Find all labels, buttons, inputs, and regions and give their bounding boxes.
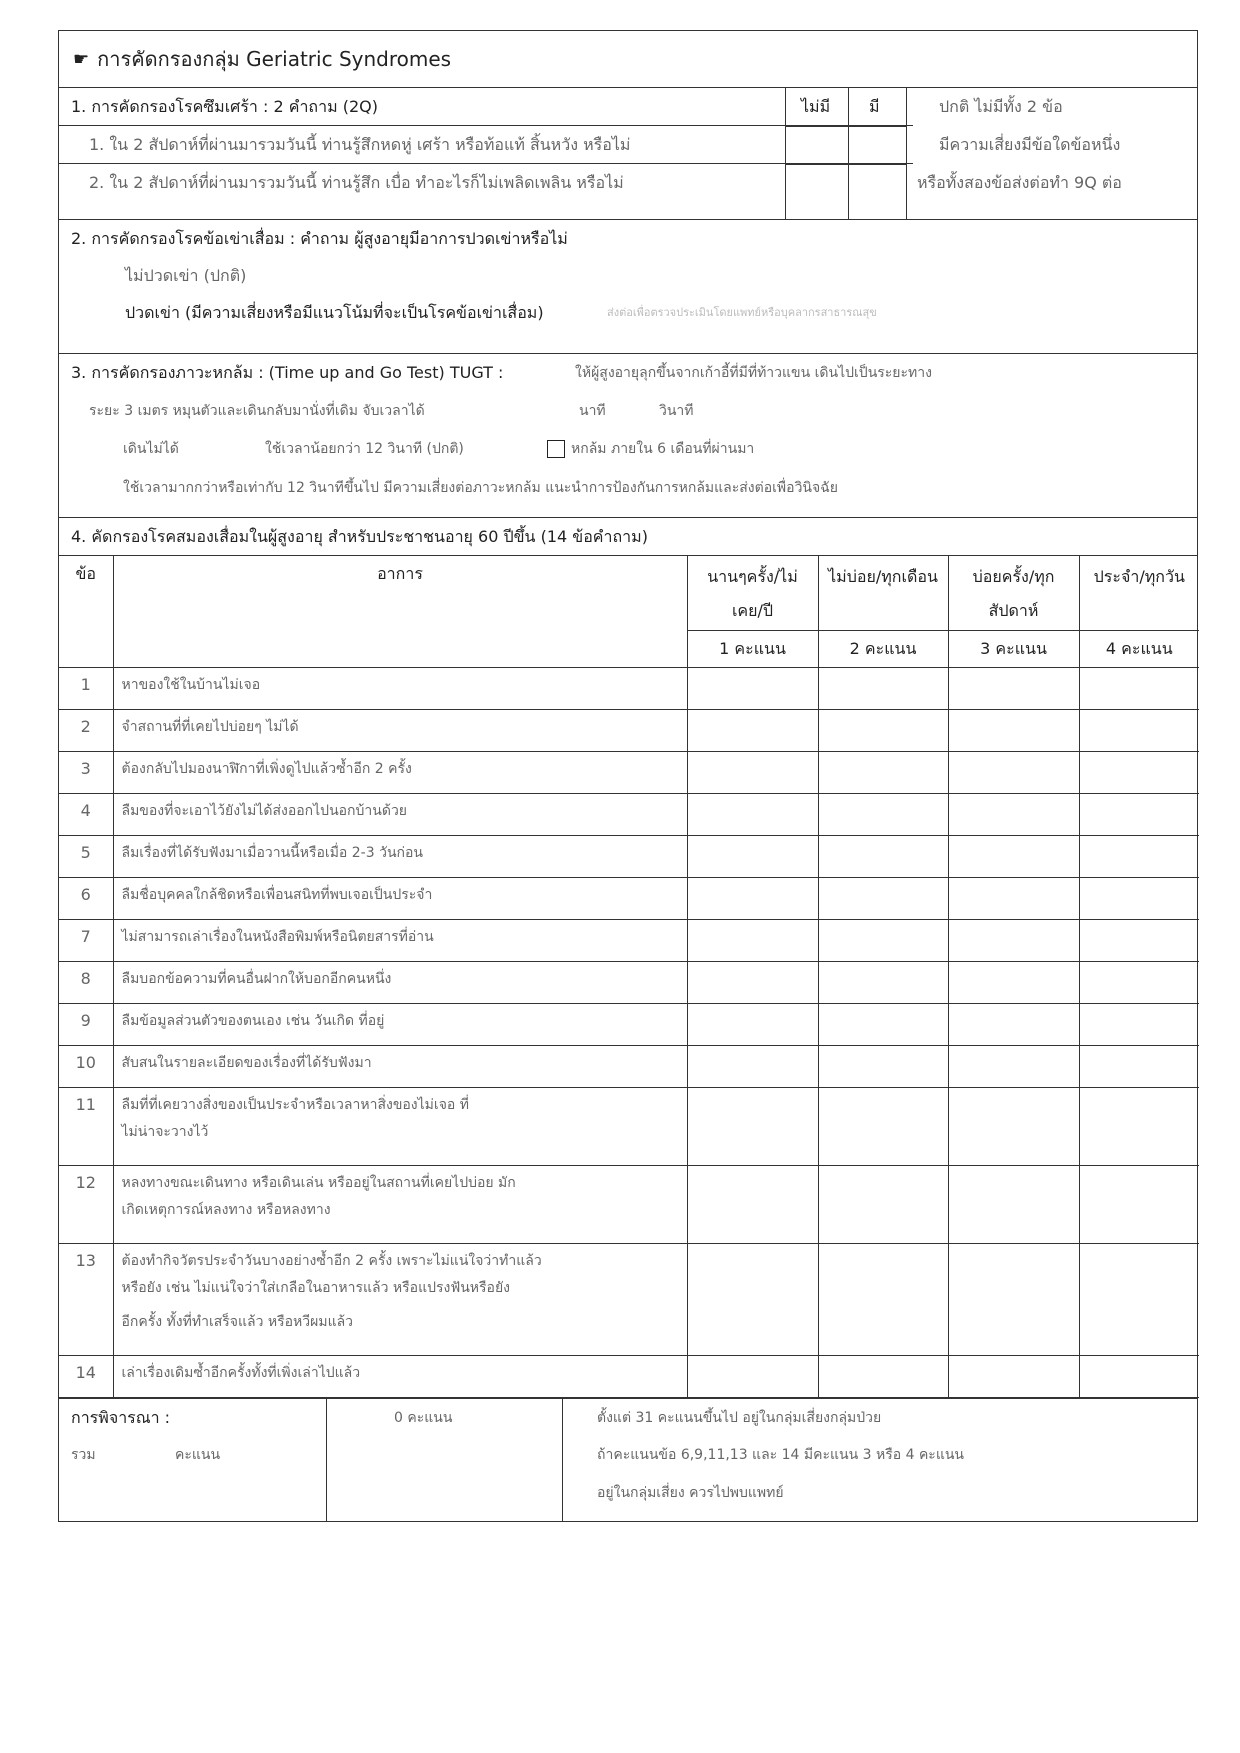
score-cell-1[interactable] [687, 962, 818, 1004]
col-no-header: ไม่มี [801, 97, 831, 116]
symptom-line: สับสนในรายละเอียดของเรื่องที่ได้รับฟังมา [121, 1055, 372, 1071]
score-2: 2 คะแนน [818, 631, 948, 668]
dementia-row-symptom [113, 1004, 687, 1046]
dementia-row-symptom [113, 920, 687, 962]
fall-timing-line: ระยะ 3 เมตร หมุนตัวและเดินกลับมานั่งที่เดิม จับเวลาได้ [89, 403, 425, 419]
dementia-row [59, 1244, 1199, 1356]
q1-yes-checkbox[interactable] [848, 126, 907, 164]
dementia-col-no: ข้อ [59, 556, 113, 668]
symptom-line: ไม่สามารถเล่าเรื่องในหนังสือพิมพ์หรือนิตยสารที่อ่าน [121, 929, 434, 945]
freq-daily-header: ประจำ/ทุกวัน [1079, 556, 1199, 631]
score-cell-3[interactable] [948, 1166, 1079, 1244]
score-cell-2[interactable] [818, 1004, 948, 1046]
dementia-col-symptom: อาการ [113, 556, 687, 668]
dementia-row-number: 3 [59, 752, 113, 794]
dementia-row [59, 962, 1199, 1004]
dementia-header-row [59, 556, 1199, 631]
dementia-row-number: 5 [59, 836, 113, 878]
fall-over-12s[interactable]: ใช้เวลามากกว่าหรือเท่ากับ 12 วินาทีขึ้นไป มีความเสี่ยงต่อภาวะหกล้ม แนะนำการป้องกันการหกล้มและส่งต่อเพื่อวินิจฉัย [123, 480, 838, 496]
fall-cannot-walk[interactable]: เดินไม่ได้ [123, 441, 179, 457]
score-1: 1 คะแนน [687, 631, 818, 668]
score-cell-3[interactable] [948, 878, 1079, 920]
symptom-line: ต้องกลับไปมองนาฬิกาที่เพิ่งดูไปแล้วซ้ำอีก 2 ครั้ง [121, 761, 412, 777]
dementia-row [59, 1004, 1199, 1046]
knee-section [58, 219, 1198, 353]
score-cell-4[interactable] [1079, 1166, 1199, 1244]
score-3: 3 คะแนน [948, 631, 1079, 668]
col-yes-header: มี [869, 97, 880, 116]
dementia-row [59, 668, 1199, 710]
symptom-line: หาของใช้ในบ้านไม่เจอ [121, 677, 261, 693]
fall-title-instruction: ให้ผู้สูงอายุลุกขึ้นจากเก้าอี้ที่มีที่ท้าวแขน เดินไปเป็นระยะทาง [575, 365, 932, 381]
score-cell-1[interactable] [687, 1088, 818, 1166]
score-cell-2[interactable] [818, 794, 948, 836]
score-cell-2[interactable] [818, 1088, 948, 1166]
score-cell-3[interactable] [948, 668, 1079, 710]
dementia-row-symptom [113, 1356, 687, 1398]
score-cell-3[interactable] [948, 794, 1079, 836]
symptom-line: ไม่น่าจะวางไว้ [121, 1124, 209, 1140]
dementia-row [59, 794, 1199, 836]
symptom-line: ลืมข้อมูลส่วนตัวของตนเอง เช่น วันเกิด ที่อยู่ [121, 1013, 385, 1029]
dementia-row-symptom [113, 710, 687, 752]
dementia-row-number: 14 [59, 1356, 113, 1398]
score-cell-4[interactable] [1079, 752, 1199, 794]
depression-note-normal: ปกติ ไม่มีทั้ง 2 ข้อ [939, 97, 1063, 116]
symptom-line: อีกครั้ง ทั้งที่ทำเสร็จแล้ว หรือหวีผมแล้ว [121, 1314, 354, 1330]
score-cell-2[interactable] [818, 920, 948, 962]
symptom-line: หลงทางขณะเดินทาง หรือเดินเล่น หรืออยู่ในสถานที่เคยไปบ่อย มัก [121, 1175, 516, 1191]
dementia-row [59, 878, 1199, 920]
score-cell-3[interactable] [948, 962, 1079, 1004]
knee-title: 2. การคัดกรองโรคข้อเข่าเสื่อม : คำถาม ผู้สูงอายุมีอาการปวดเข่าหรือไม่ [71, 229, 568, 248]
score-cell-4[interactable] [1079, 794, 1199, 836]
score-cell-1[interactable] [687, 668, 818, 710]
score-cell-2[interactable] [818, 668, 948, 710]
dementia-row-symptom [113, 1244, 687, 1356]
dementia-row-number: 13 [59, 1244, 113, 1356]
dementia-row-symptom [113, 1166, 687, 1244]
score-cell-1[interactable] [687, 752, 818, 794]
pointing-hand-icon: ☛ [73, 48, 90, 70]
dementia-row-symptom [113, 836, 687, 878]
dementia-row-symptom [113, 1088, 687, 1166]
form-header [58, 30, 1198, 87]
score-cell-3[interactable] [948, 1004, 1079, 1046]
fall-under-12s[interactable]: ใช้เวลาน้อยกว่า 12 วินาที (ปกติ) [265, 441, 464, 457]
dementia-row [59, 836, 1199, 878]
score-cell-4[interactable] [1079, 1356, 1199, 1398]
score-cell-1[interactable] [687, 1356, 818, 1398]
dementia-row-symptom [113, 794, 687, 836]
dementia-row-symptom [113, 1046, 687, 1088]
score-cell-3[interactable] [948, 836, 1079, 878]
summary-title: การพิจารณา : [71, 1408, 171, 1427]
depression-note-refer: หรือทั้งสองข้อส่งต่อทำ 9Q ต่อ [917, 173, 1122, 192]
depression-title: 1. การคัดกรองโรคซึมเศร้า : 2 คำถาม (2Q) [71, 96, 378, 116]
symptom-line: ลืมเรื่องที่ได้รับฟังมาเมื่อวานนี้หรือเมื่อ 2-3 วันก่อน [121, 845, 423, 861]
fall-title: 3. การคัดกรองภาวะหกล้ม : (Time up and Go Test) TUGT : [71, 363, 504, 382]
score-cell-2[interactable] [818, 1356, 948, 1398]
dementia-row-number: 8 [59, 962, 113, 1004]
score-cell-1[interactable] [687, 836, 818, 878]
freq-monthly-header: ไม่บ่อย/ทุกเดือน [818, 556, 948, 631]
dementia-row [59, 752, 1199, 794]
dementia-title: 4. คัดกรองโรคสมองเสื่อมในผู้สูงอายุ สำหรับประชาชนอายุ 60 ปีขึ้น (14 ข้อคำถาม) [59, 518, 1197, 556]
score-cell-3[interactable] [948, 920, 1079, 962]
score-cell-1[interactable] [687, 1046, 818, 1088]
score-cell-3[interactable] [948, 1088, 1079, 1166]
screening-form [58, 30, 1198, 1522]
summary-section [58, 1398, 1198, 1522]
dementia-section [58, 517, 1198, 1398]
dementia-row [59, 1356, 1199, 1398]
dementia-row-symptom [113, 668, 687, 710]
summary-rule-2: ถ้าคะแนนข้อ 6,9,11,13 และ 14 มีคะแนน 3 หรือ 4 คะแนน [597, 1447, 964, 1463]
score-cell-3[interactable] [948, 752, 1079, 794]
dementia-row-number: 7 [59, 920, 113, 962]
score-cell-4[interactable] [1079, 878, 1199, 920]
q2-no-checkbox[interactable] [785, 164, 849, 220]
score-cell-2[interactable] [818, 710, 948, 752]
score-cell-1[interactable] [687, 1244, 818, 1356]
q2-yes-checkbox[interactable] [848, 164, 907, 220]
dementia-row-number: 12 [59, 1166, 113, 1244]
dementia-row-number: 11 [59, 1088, 113, 1166]
score-cell-1[interactable] [687, 920, 818, 962]
knee-option-risk-note: ส่งต่อเพื่อตรวจประเมินโดยแพทย์หรือบุคลากรสาธารณสุข [607, 306, 877, 319]
dementia-row-symptom [113, 752, 687, 794]
dementia-row-number: 4 [59, 794, 113, 836]
dementia-row [59, 1046, 1199, 1088]
score-cell-2[interactable] [818, 836, 948, 878]
summary-rule-1: ตั้งแต่ 31 คะแนนขึ้นไป อยู่ในกลุ่มเสี่ยงกลุ่มป่วย [597, 1410, 882, 1426]
dementia-row-number: 6 [59, 878, 113, 920]
score-cell-3[interactable] [948, 1244, 1079, 1356]
symptom-line: ต้องทำกิจวัตรประจำวันบางอย่างซ้ำอีก 2 ครั้ง เพราะไม่แน่ใจว่าทำแล้ว [121, 1253, 542, 1269]
fall-unit-seconds: วินาที [659, 403, 694, 419]
dementia-row [59, 1088, 1199, 1166]
fall-history-label: หกล้ม ภายใน 6 เดือนที่ผ่านมา [571, 441, 755, 457]
score-4: 4 คะแนน [1079, 631, 1199, 668]
freq-rare-header: นานๆครั้ง/ไม่เคย/ปี [687, 556, 818, 631]
dementia-row-number: 9 [59, 1004, 113, 1046]
dementia-row-number: 1 [59, 668, 113, 710]
dementia-table [59, 556, 1199, 1398]
symptom-line: หรือยัง เช่น ไม่แน่ใจว่าใส่เกลือในอาหารแล้ว หรือแปรงฟันหรือยัง [121, 1280, 511, 1296]
score-cell-2[interactable] [818, 962, 948, 1004]
freq-weekly-header: บ่อยครั้ง/ทุกสัปดาห์ [948, 556, 1079, 631]
score-cell-1[interactable] [687, 1166, 818, 1244]
summary-total-label: รวม [71, 1447, 96, 1463]
symptom-line: จำสถานที่ที่เคยไปบ่อยๆ ไม่ได้ [121, 719, 299, 735]
score-cell-1[interactable] [687, 878, 818, 920]
summary-zero-score: 0 คะแนน [394, 1410, 453, 1426]
dementia-row [59, 1166, 1199, 1244]
fall-section [58, 353, 1198, 517]
score-cell-4[interactable] [1079, 1004, 1199, 1046]
symptom-line: ลืมของที่จะเอาไว้ยังไม่ได้ส่งออกไปนอกบ้านด้วย [121, 803, 408, 819]
q1-no-checkbox[interactable] [785, 126, 849, 164]
form-title: การคัดกรองกลุ่ม Geriatric Syndromes [97, 47, 452, 71]
knee-option-normal[interactable]: ไม่ปวดเข่า (ปกติ) [125, 266, 247, 285]
score-cell-2[interactable] [818, 1046, 948, 1088]
score-cell-1[interactable] [687, 710, 818, 752]
score-cell-1[interactable] [687, 794, 818, 836]
dementia-row [59, 920, 1199, 962]
score-cell-2[interactable] [818, 752, 948, 794]
symptom-line: ลืมที่ที่เคยวางสิ่งของเป็นประจำหรือเวลาหาสิ่งของไม่เจอ ที่ [121, 1097, 469, 1113]
symptom-line: ลืมชื่อบุคคลใกล้ชิดหรือเพื่อนสนิทที่พบเจอเป็นประจำ [121, 887, 433, 903]
score-cell-2[interactable] [818, 878, 948, 920]
depression-q1: 1. ใน 2 สัปดาห์ที่ผ่านมารวมวันนี้ ท่านรู้สึกหดหู่ เศร้า หรือท้อแท้ สิ้นหวัง หรือไม่ [89, 134, 631, 154]
dementia-row-number: 10 [59, 1046, 113, 1088]
depression-section [58, 87, 1198, 219]
score-cell-3[interactable] [948, 1046, 1079, 1088]
dementia-row [59, 710, 1199, 752]
score-cell-3[interactable] [948, 1356, 1079, 1398]
depression-q2: 2. ใน 2 สัปดาห์ที่ผ่านมารวมวันนี้ ท่านรู้สึก เบื่อ ทำอะไรก็ไม่เพลิดเพลิน หรือไม่ [89, 173, 624, 192]
symptom-line: เล่าเรื่องเดิมซ้ำอีกครั้งทั้งที่เพิ่งเล่าไปแล้ว [121, 1365, 361, 1381]
score-cell-4[interactable] [1079, 1046, 1199, 1088]
knee-option-risk[interactable]: ปวดเข่า (มีความเสี่ยงหรือมีแนวโน้มที่จะเป็นโรคข้อเข่าเสื่อม) [125, 303, 544, 322]
score-cell-4[interactable] [1079, 1088, 1199, 1166]
score-cell-4[interactable] [1079, 836, 1199, 878]
score-cell-2[interactable] [818, 1166, 948, 1244]
summary-total-unit: คะแนน [175, 1447, 221, 1463]
fall-history-checkbox[interactable] [547, 440, 565, 458]
score-cell-4[interactable] [1079, 668, 1199, 710]
score-cell-1[interactable] [687, 1004, 818, 1046]
fall-history-option[interactable] [541, 439, 754, 459]
score-cell-4[interactable] [1079, 1244, 1199, 1356]
score-cell-3[interactable] [948, 710, 1079, 752]
fall-unit-minutes: นาที [579, 403, 606, 419]
symptom-line: เกิดเหตุการณ์หลงทาง หรือหลงทาง [121, 1202, 331, 1218]
score-cell-2[interactable] [818, 1244, 948, 1356]
depression-note-risk: มีความเสี่ยงมีข้อใดข้อหนึ่ง [939, 135, 1121, 154]
dementia-row-symptom [113, 878, 687, 920]
score-cell-4[interactable] [1079, 920, 1199, 962]
score-cell-4[interactable] [1079, 962, 1199, 1004]
summary-rule-3: อยู่ในกลุ่มเสี่ยง ควรไปพบแพทย์ [597, 1485, 784, 1501]
score-cell-4[interactable] [1079, 710, 1199, 752]
dementia-row-number: 2 [59, 710, 113, 752]
symptom-line: ลืมบอกข้อความที่คนอื่นฝากให้บอกอีกคนหนึ่ง [121, 971, 392, 987]
dementia-row-symptom [113, 962, 687, 1004]
